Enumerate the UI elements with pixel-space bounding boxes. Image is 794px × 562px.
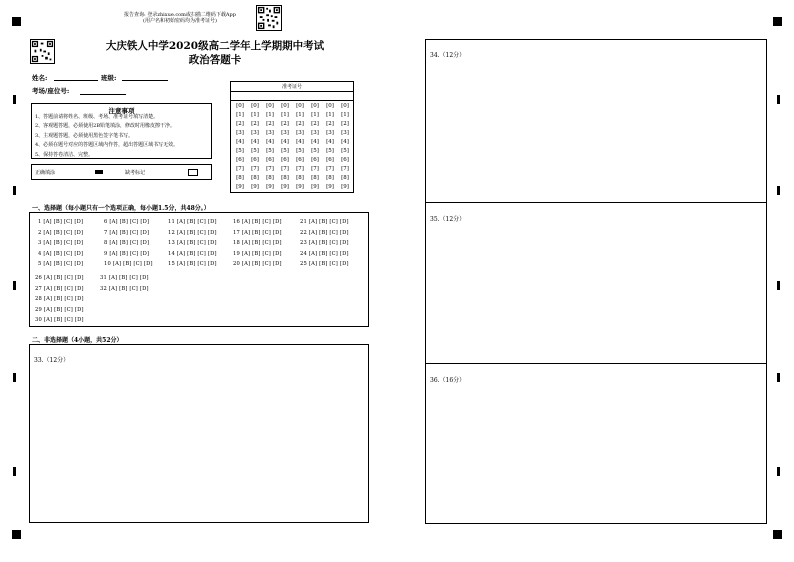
- exam-digit-bubble[interactable]: [0]: [251, 103, 259, 109]
- alignment-mark: [12, 530, 21, 539]
- exam-digit-bubble[interactable]: [9]: [251, 184, 259, 190]
- alignment-mark: [12, 17, 21, 26]
- exam-digit-bubble[interactable]: [1]: [251, 112, 259, 118]
- exam-digit-bubble[interactable]: [5]: [296, 148, 304, 154]
- note-item: 5、保持答卷清洁、完整。: [35, 151, 94, 158]
- timing-mark: [13, 281, 16, 290]
- notes-list: [35, 114, 178, 158]
- choice-question-row[interactable]: 24 [A] [B] [C] [D]: [300, 250, 349, 257]
- alignment-mark: [773, 530, 782, 539]
- alignment-mark: [773, 17, 782, 26]
- timing-mark: [13, 186, 16, 195]
- question-label-q34: 34.（12分）: [430, 52, 466, 59]
- choice-question-row[interactable]: 18 [A] [B] [C] [D]: [233, 240, 282, 247]
- exam-digit-bubble[interactable]: [3]: [341, 130, 349, 136]
- exam-number-header-divider: [231, 91, 353, 92]
- exam-digit-bubble[interactable]: [0]: [326, 103, 334, 109]
- absent-mark-label: 缺考标记: [125, 170, 146, 176]
- exam-digit-bubble[interactable]: [3]: [281, 130, 289, 136]
- choice-question-row[interactable]: 30 [A] [B] [C] [D]: [35, 317, 84, 324]
- choice-question-row[interactable]: 11 [A] [B] [C] [D]: [168, 219, 217, 225]
- exam-number-column: [234, 102, 246, 192]
- exam-digit-bubble[interactable]: [1]: [341, 112, 349, 118]
- choice-question-row[interactable]: 29 [A] [B] [C] [D]: [35, 306, 84, 313]
- choice-answer-area: [29, 212, 369, 327]
- exam-digit-bubble[interactable]: [9]: [266, 184, 274, 190]
- exam-digit-bubble[interactable]: [0]: [311, 103, 319, 109]
- exam-digit-bubble[interactable]: [5]: [341, 148, 349, 154]
- exam-number-header: 准考证号: [281, 84, 302, 90]
- choice-question-row[interactable]: 8 [A] [B] [C] [D]: [104, 240, 150, 247]
- exam-digit-bubble[interactable]: [4]: [236, 139, 244, 145]
- answer-box-q35[interactable]: [425, 202, 767, 364]
- exam-digit-bubble[interactable]: [9]: [341, 184, 349, 190]
- report-query-note: [112, 12, 248, 24]
- exam-digit-bubble[interactable]: [0]: [341, 103, 349, 109]
- exam-digit-bubble[interactable]: [2]: [341, 121, 349, 127]
- exam-number-column: [294, 102, 306, 192]
- exam-digit-bubble[interactable]: [7]: [341, 166, 349, 172]
- app-qr-code[interactable]: [256, 5, 282, 31]
- note-item: 3、主观题答题，必须使用黑色签字笔书写。: [35, 132, 134, 139]
- exam-digit-bubble[interactable]: [3]: [266, 130, 274, 136]
- exam-digit-bubble[interactable]: [0]: [296, 103, 304, 109]
- exam-digit-bubble[interactable]: [5]: [236, 148, 244, 154]
- exam-digit-bubble[interactable]: [3]: [296, 130, 304, 136]
- choice-question-row[interactable]: 16 [A] [B] [C] [D]: [233, 219, 282, 225]
- class-label: 班级:: [101, 74, 117, 82]
- exam-number-grid: [230, 81, 354, 193]
- choice-question-row[interactable]: 25 [A] [B] [C] [D]: [300, 261, 349, 268]
- exam-digit-bubble[interactable]: [0]: [281, 103, 289, 109]
- exam-digit-bubble[interactable]: [8]: [251, 175, 259, 181]
- choice-question-row[interactable]: 19 [A] [B] [C] [D]: [233, 250, 282, 257]
- exam-digit-bubble[interactable]: [8]: [311, 175, 319, 181]
- exam-digit-bubble[interactable]: [4]: [296, 139, 304, 145]
- exam-digit-bubble[interactable]: [7]: [311, 166, 319, 172]
- timing-mark: [777, 467, 780, 476]
- question-label-q36: 36.（16分）: [430, 377, 466, 384]
- notes-title: 注意事项: [108, 107, 135, 115]
- exam-digit-bubble[interactable]: [4]: [251, 139, 259, 145]
- exam-digit-bubble[interactable]: [7]: [281, 166, 289, 172]
- choice-question-row[interactable]: 4 [A] [B] [C] [D]: [38, 250, 84, 257]
- notes-box: [31, 103, 212, 159]
- fill-example-box: [31, 164, 212, 180]
- exam-digit-bubble[interactable]: [4]: [341, 139, 349, 145]
- exam-digit-bubble[interactable]: [5]: [326, 148, 334, 154]
- exam-digit-bubble[interactable]: [6]: [251, 157, 259, 163]
- name-label: 姓名:: [32, 74, 48, 82]
- exam-digit-bubble[interactable]: [5]: [266, 148, 274, 154]
- exam-number-column: [264, 102, 276, 192]
- exam-digit-bubble[interactable]: [4]: [311, 139, 319, 145]
- exam-digit-bubble[interactable]: [9]: [236, 184, 244, 190]
- timing-mark: [777, 186, 780, 195]
- choice-question-row[interactable]: 5 [A] [B] [C] [D]: [38, 261, 84, 268]
- exam-digit-bubble[interactable]: [8]: [341, 175, 349, 181]
- room-seat-label: 考场/座位号:: [32, 87, 70, 95]
- exam-digit-bubble[interactable]: [4]: [281, 139, 289, 145]
- exam-digit-bubble[interactable]: [5]: [281, 148, 289, 154]
- timing-mark: [777, 281, 780, 290]
- exam-digit-bubble[interactable]: [6]: [236, 157, 244, 163]
- question-label-q35: 35.（12分）: [430, 216, 466, 223]
- exam-number-column: [309, 102, 321, 192]
- exam-digit-bubble[interactable]: [2]: [236, 121, 244, 127]
- choice-question-row[interactable]: 9 [A] [B] [C] [D]: [104, 250, 150, 257]
- section1-title: 一、选择题（每小题只有一个选项正确，每小题1.5分，共48分。）: [32, 205, 210, 212]
- choice-question-row[interactable]: 31 [A] [B] [C] [D]: [100, 275, 149, 281]
- exam-subtitle: 政治答题卡: [188, 54, 242, 66]
- choice-question-row[interactable]: 15 [A] [B] [C] [D]: [168, 261, 217, 268]
- exam-digit-bubble[interactable]: [0]: [236, 103, 244, 109]
- exam-digit-bubble[interactable]: [6]: [266, 157, 274, 163]
- exam-digit-bubble[interactable]: [6]: [311, 157, 319, 163]
- choice-question-row[interactable]: 1 [A] [B] [C] [D]: [38, 219, 84, 225]
- timing-mark: [13, 373, 16, 382]
- exam-digit-bubble[interactable]: [6]: [296, 157, 304, 163]
- exam-number-column: [279, 102, 291, 192]
- exam-digit-bubble[interactable]: [1]: [326, 112, 334, 118]
- choice-question-row[interactable]: 22 [A] [B] [C] [D]: [300, 229, 349, 236]
- answer-box-q36[interactable]: [425, 363, 767, 524]
- exam-digit-bubble[interactable]: [8]: [296, 175, 304, 181]
- exam-digit-bubble[interactable]: [1]: [236, 112, 244, 118]
- choice-question-row[interactable]: 2 [A] [B] [C] [D]: [38, 229, 84, 236]
- exam-digit-bubble[interactable]: [8]: [281, 175, 289, 181]
- exam-digit-bubble[interactable]: [2]: [281, 121, 289, 127]
- exam-digit-bubble[interactable]: [2]: [296, 121, 304, 127]
- report-query-line1: 报告查询: 登录zhixue.com或扫描二维码下载App: [124, 12, 236, 18]
- exam-number-column: [249, 102, 261, 192]
- question-label-q33: 33.（12分）: [34, 357, 70, 364]
- answer-box-q34[interactable]: [425, 39, 767, 203]
- answer-box-q33[interactable]: [29, 344, 369, 523]
- exam-digit-bubble[interactable]: [5]: [251, 148, 259, 154]
- exam-digit-bubble[interactable]: [3]: [251, 130, 259, 136]
- exam-digit-bubble[interactable]: [4]: [326, 139, 334, 145]
- exam-number-column: [339, 102, 351, 192]
- exam-digit-bubble[interactable]: [7]: [296, 166, 304, 172]
- exam-digit-bubble[interactable]: [3]: [236, 130, 244, 136]
- correct-fill-sample: [95, 170, 103, 174]
- exam-digit-bubble[interactable]: [2]: [326, 121, 334, 127]
- choice-question-row[interactable]: 23 [A] [B] [C] [D]: [300, 240, 349, 247]
- timing-mark: [777, 95, 780, 104]
- exam-digit-bubble[interactable]: [8]: [236, 175, 244, 181]
- exam-digit-bubble[interactable]: [3]: [311, 130, 319, 136]
- card-qr-code: [30, 39, 55, 64]
- exam-digit-bubble[interactable]: [4]: [266, 139, 274, 145]
- exam-digit-bubble[interactable]: [9]: [281, 184, 289, 190]
- exam-title: 大庆铁人中学2020级高二学年上学期期中考试: [105, 40, 325, 52]
- room-seat-field[interactable]: [80, 94, 126, 95]
- choice-question-row[interactable]: 10 [A] [B] [C] [D]: [104, 261, 153, 268]
- exam-digit-bubble[interactable]: [2]: [311, 121, 319, 127]
- choice-question-row[interactable]: 27 [A] [B] [C] [D]: [35, 285, 84, 292]
- class-field[interactable]: [122, 80, 168, 81]
- choice-question-row[interactable]: 14 [A] [B] [C] [D]: [168, 250, 217, 257]
- choice-question-row[interactable]: 6 [A] [B] [C] [D]: [104, 219, 150, 225]
- choice-question-row[interactable]: 26 [A] [B] [C] [D]: [35, 275, 84, 281]
- name-field[interactable]: [54, 80, 98, 81]
- exam-digit-bubble[interactable]: [7]: [326, 166, 334, 172]
- note-item: 2、客观题答题，必须使用2B铅笔填涂，修改时用橡皮擦干净。: [35, 123, 176, 130]
- choice-question-row[interactable]: 12 [A] [B] [C] [D]: [168, 229, 217, 236]
- exam-digit-bubble[interactable]: [5]: [311, 148, 319, 154]
- exam-digit-bubble[interactable]: [8]: [326, 175, 334, 181]
- timing-mark: [13, 467, 16, 476]
- choice-question-row[interactable]: 13 [A] [B] [C] [D]: [168, 240, 217, 247]
- exam-number-input-divider: [231, 100, 353, 101]
- exam-digit-bubble[interactable]: [1]: [296, 112, 304, 118]
- exam-digit-bubble[interactable]: [1]: [281, 112, 289, 118]
- timing-mark: [13, 95, 16, 104]
- exam-digit-bubble[interactable]: [0]: [266, 103, 274, 109]
- exam-digit-bubble[interactable]: [8]: [266, 175, 274, 181]
- choice-question-row[interactable]: 20 [A] [B] [C] [D]: [233, 261, 282, 268]
- exam-digit-bubble[interactable]: [6]: [281, 157, 289, 163]
- timing-mark: [777, 373, 780, 382]
- choice-question-row[interactable]: 7 [A] [B] [C] [D]: [104, 229, 150, 236]
- exam-digit-bubble[interactable]: [9]: [326, 184, 334, 190]
- exam-digit-bubble[interactable]: [1]: [311, 112, 319, 118]
- exam-digit-bubble[interactable]: [7]: [266, 166, 274, 172]
- exam-digit-bubble[interactable]: [2]: [266, 121, 274, 127]
- section2-title: 二、非选择题（4小题，共52分）: [32, 337, 123, 344]
- exam-digit-bubble[interactable]: [6]: [341, 157, 349, 163]
- exam-number-column: [324, 102, 336, 192]
- choice-question-row[interactable]: 28 [A] [B] [C] [D]: [35, 296, 84, 303]
- exam-digit-bubble[interactable]: [6]: [326, 157, 334, 163]
- choice-question-row[interactable]: 21 [A] [B] [C] [D]: [300, 219, 349, 225]
- exam-digit-bubble[interactable]: [1]: [266, 112, 274, 118]
- choice-question-row[interactable]: 17 [A] [B] [C] [D]: [233, 229, 282, 236]
- exam-digit-bubble[interactable]: [9]: [296, 184, 304, 190]
- choice-question-row[interactable]: 3 [A] [B] [C] [D]: [38, 240, 84, 247]
- exam-digit-bubble[interactable]: [3]: [326, 130, 334, 136]
- absent-mark-box[interactable]: [188, 169, 198, 176]
- correct-fill-label: 正确填涂: [35, 170, 56, 176]
- note-item: 1、答题前请将姓名、班级、考场、准考证号填写清楚。: [35, 114, 159, 120]
- choice-question-row[interactable]: 32 [A] [B] [C] [D]: [100, 285, 149, 292]
- exam-digit-bubble[interactable]: [9]: [311, 184, 319, 190]
- exam-digit-bubble[interactable]: [7]: [236, 166, 244, 172]
- exam-digit-bubble[interactable]: [2]: [251, 121, 259, 127]
- report-query-line2: (用户名和初始密码均为准考证号): [143, 18, 217, 24]
- note-item: 4、必须在题号对应的答题区域内作答，超出答题区域书写无效。: [35, 142, 179, 149]
- exam-digit-bubble[interactable]: [7]: [251, 166, 259, 172]
